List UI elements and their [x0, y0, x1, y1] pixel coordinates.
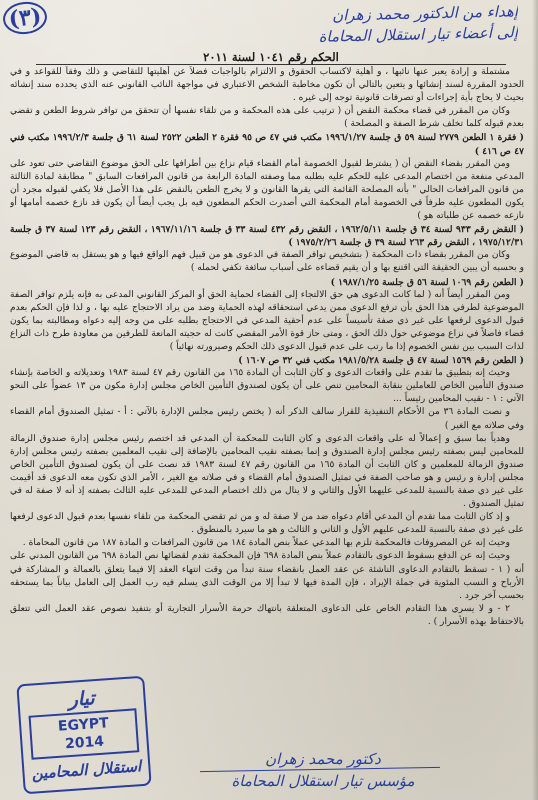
- body-paragraph: وحيث إنه عن المصروفات فالمحكمة تلزم بها المدعي عملاً بنص المادة ١٨٤ من قانون المرافعات و المادة ١٨٧ من قانون المحاماة .: [22, 538, 510, 549]
- body-paragraph: ٢ - و لا يسري هذا التقادم الخاص على الدعاوى المتعلقة بانتهاك حرمة الأسرار التجارية أو بتنفيذ نصوص عقد العمل التي تتعلق بالاحتفاظ بهذه الأسرار ) .: [10, 603, 524, 627]
- handwritten-dedication: [98, 2, 519, 48]
- body-paragraph: و إذ كان الثابت مما تقدم أن المدعي أقام دعواه ضد من لا صفة له و من ثم تقضي المحكمة من تلقاء نفسها بعدم قبول الدعوى لرفعها على غير ذي صفة بالنسبة للمدعى عليهم الأول و الثاني و الثالث و هو ما سيرد بالمنطوق .: [10, 512, 524, 536]
- body-paragraph: ومن المقرر بقضاء النقض أن ( يشترط لقبول الخصومة أمام القضاء قيام نزاع بين أطرافها على الحق موضوع التقاضي حتى تعود على المدعي منفعة من اختصام المدعى عليه للحكم عليه بطلبه مما وصفته المادة الرابعة من قانون المرافعات السابق " مطابقة لمادة الثالثة من قانون المرافعات الحالي " بأنه المصلحة القائمة التي يقرها القانون و لا يخرج الطعن بالنقض على هذا الأصل فلا يكفي لقبوله مجرد أن يكون المطعون عليه طرفاً في الخصومة أمام المحكمة التي أصدرت الحكم المطعون فيه بل يجب أيضاً أن يكون قد نازع خصمه أمامها أو نازعه خصمه عن طلباته هو ): [10, 158, 524, 222]
- stamp-country-year: [29, 708, 140, 759]
- body-paragraph: وحيث إنه عن الدفع بسقوط الدعوى بالتقادم عملاً بنص المادة ٦٩٨ فإن المحكمة تقدم لقضائها نص المادة ٦٩٨ من القانون المدني على أنه ( ١ - تسقط بالتقادم الدعاوى الناشئة عن عقد العمل بانقضاء سنة تبدأ من وقت انتهاء العقد إلا فيما يتعلق بالعمالة و المشاركة في الأرباح و النسب المئوية في جملة الإيراد ، فإن المدة فيها لا تبدأ إلا من الوقت الذي يسلم فيه رب العمل إلى العامل بياناً بما يستحقه بحسب آخر جرد .: [10, 551, 524, 601]
- stamp-year: 2014: [64, 733, 105, 753]
- citation-paragraph: ( الطعن رقم ١٥٦٩ لسنة ٤٧ ق جلسة ١٩٨١/٥/٢٨ مكتب فني ٣٢ ص ١٦٠٧ ): [238, 355, 524, 367]
- citation-paragraph: ( النقض رقم ٩٣٣ لسنة ٣٤ ق جلسة ١٩٦٢/٥/١١ ، النقض رقم ٤٣٢ لسنة ٣٣ ق جلسة ١٩٦٧/١١/١٦ ، النقض رقم ١٢٣ لسنة ٣٧ ق جلسة ١٩٧٥/١٢/٣١ ، النقض رقم ٢٦٣ لسنة ٣٩ ق جلسة ١٩٧٥/٢/٢٦ ): [10, 224, 524, 249]
- body-paragraph: وهدياً بما سبق و إعمالاً له على واقعات الدعوى و كان الثابت للمحكمة أن المدعي قد اختصم رئيس مجلس إدارة صندوق الزمالة للمحامين ليس بصفته رئيس مجلس إدارة الصندوق و إنما بصفته نقيب المحامين بالإضافة إلى نقيب المعلمين بصفته رئيس مجلس إدارة صندوق الزمالة للمعلمين و كان الثابت أن المادة ١٦٥ من القانون رقم ٤٧ لسنة ١٩٨٣ قد نصت على أن يكون لصندوق التأمين الخاص مجلس إدارة و رئيس و هو صاحب الصفة في تمثيل الصندوق أمام القضاء و في صلاته مع الغير ، الأمر الذي تكون معه الدعوى قد أقيمت على غير ذي صفة بالنسبة للمدعى عليهما الأول والثاني و لا ينال من ذلك اختصام المدعي للمدعى عليه الثالث بصفته إذ أنه لا صفة له في تمثيل الصندوق .: [10, 433, 524, 510]
- citation-paragraph: ( فقرة ١ الطعن ٢٧٧٩ لسنة ٥٩ ق جلسة ١٩٩٦/١/٢٧ مكتب فني ٤٧ ص ٩٥ فقرة ٢ الطعن ٢٥٢٢ لسنة ٦١ ق جلسة ١٩٩٦/٢/٣ مكتب فني ٤٧ ص ٤١٦ ): [10, 132, 524, 157]
- stamp-top-text: تيار: [67, 687, 96, 711]
- stamp-bottom-text: استقلال المحامين: [31, 757, 142, 783]
- dedication-line-2: إلى أعضاء تيار استقلال المحاماة: [318, 23, 519, 46]
- handwritten-page-number: [1, 0, 48, 36]
- judgment-body: [10, 66, 524, 678]
- signature-title: مؤسس تيار استقلال المحاماة: [231, 772, 415, 790]
- body-paragraph: وحيث إنه بتطبيق ما تقدم على واقعات الدعوى و كان الثابت أن المادة ١٦٥ من القانون رقم ٤٧ لسنة ١٩٨٣ وتعديلاته و الخاصة بإنشاء صندوق التأمين الخاص للعاملين بنقابة المحامين تنص على أن يكون لصندوق التأمين الخاص مجلس إدارة مكون من ١٣ عضواً على النحو الآتي : ١ - نقيب المحامين رئيساً ...: [10, 368, 524, 405]
- dedication-line-1: إهداء من الدكتور محمد زهران: [331, 2, 519, 25]
- page-number-text: (٣): [7, 3, 43, 33]
- body-paragraph: و نصت المادة ٣٦ من الأحكام التنفيذية للقرار سالف الذكر أنه ( يختص رئيس مجلس الإدارة بالآتي : أ - تمثيل الصندوق أمام القضاء وفي صلاته مع الغير ): [10, 407, 524, 431]
- stamp-country: EGYPT: [57, 715, 110, 735]
- body-paragraph: وكان من المقرر في قضاء محكمة النقض أن ( ترتيب على هذه المحكمة و من تلقاء نفسها أن تتحقق من توافر شروط الطعن و تقضي بعدم قبوله كلما تخلف شرط الصفة و المصلحة ): [10, 106, 524, 130]
- body-paragraph: ومن المقرر أيضاً أنه ( لما كانت الدعوى هي حق الالتجاء إلى القضاء لحماية الحق أو المركز القانوني المدعى به فإنه يلزم توافر الصفة الموضوعية لطرفي هذا الحق بأن ترفع الدعوى ممن يدعي استحقاقه لهذه الحماية وضد من يراد الاحتجاج عليه بها ، و لذا فإن الحكم بعدم قبول الدعوى لرفعها على غير ذي صفة تأسيساً على عدم أحقية المدعي في الاحتجاج بطلبه على من وجه إليه دعواه ومطالبته بما يكون قضاء فاصلاً في نزاع موضوعي حول ذلك الحق ، ومتى حاز قوة الأمر المقضي كانت له حجيته المانعة للطرفين من معاودة طرح ذات النزاع لذات السبب بين نفس الخصوم إذا ما رتب على عدم قبول الدعوى ذلك الحكم وصيرورته نهائياً ): [10, 289, 524, 352]
- scan-edge-shadow: [532, 0, 538, 800]
- stamp-seal: [16, 676, 151, 795]
- judgment-header: الحكم رقم ١٠٤١ لسنة ٢٠١١: [36, 50, 506, 65]
- signature-name: دكتور محمد زهران: [265, 750, 381, 768]
- body-paragraph: مشتملة و إرادة يعبر عنها نائبها ، و أهلية لاكتساب الحقوق و الالتزام بالواجبات فضلاً عن أهليتها للتقاضي و ذلك وفقاً للقواعد و في الحدود المقررة لسند إنشائها و يتعين بالتالي أن تكون مخاطبة الشخص الاعتباري في مواجهة النائب القانوني عنه الذي يحدده سند إنشائه بحيث لا يحاج بأية إجراءات أو تصرفات قانونية توجه إلى غيره .: [10, 67, 524, 104]
- citation-paragraph: ( الطعن رقم ١٠٦٩ لسنة ٥٦ ق جلسة ١٩٨٧/١/٢٥ ): [330, 276, 524, 288]
- body-paragraph: وكان من المقرر بقضاء ذات المحكمة ( بتشخيص توافر الصفة في الدعوى هو من قبيل فهم الواقع فيها و هو يستقل به قاضي الموضوع و بحسبه أن يبين الحقيقة التي اقتنع بها و أن يقيم قضاءه على أسباب سائغة تكفي لحمله ): [10, 250, 524, 274]
